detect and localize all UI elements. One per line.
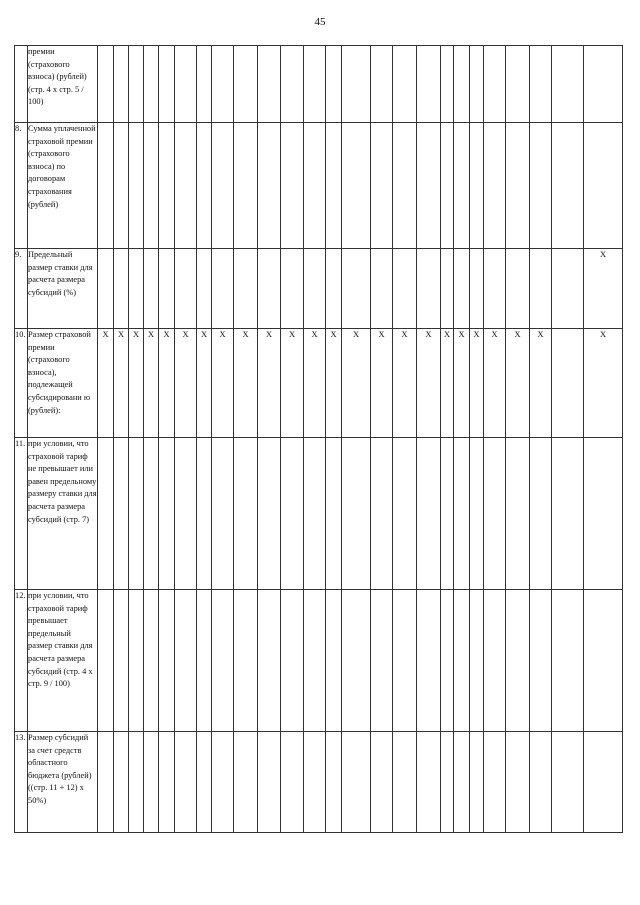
- empty-cell: [417, 438, 441, 590]
- empty-cell: [175, 249, 197, 329]
- empty-cell: [484, 123, 506, 249]
- empty-cell: [371, 590, 393, 732]
- empty-cell: [234, 46, 258, 123]
- x-mark-cell: X: [454, 329, 470, 438]
- empty-cell: [98, 590, 114, 732]
- empty-cell: [144, 732, 159, 833]
- x-mark-cell: X: [129, 329, 144, 438]
- empty-cell: [552, 732, 584, 833]
- empty-cell: [530, 438, 552, 590]
- x-mark-cell: X: [212, 329, 234, 438]
- empty-cell: [552, 46, 584, 123]
- empty-cell: [281, 46, 304, 123]
- x-mark-cell: X: [234, 329, 258, 438]
- empty-cell: [441, 438, 454, 590]
- empty-cell: [197, 249, 212, 329]
- row-number: 10.: [15, 329, 28, 438]
- empty-cell: [281, 438, 304, 590]
- x-mark-cell: X: [175, 329, 197, 438]
- empty-cell: [212, 249, 234, 329]
- empty-cell: [417, 249, 441, 329]
- empty-cell: [393, 590, 417, 732]
- empty-cell: [129, 123, 144, 249]
- empty-cell: [484, 249, 506, 329]
- empty-cell: [326, 590, 342, 732]
- empty-cell: [129, 732, 144, 833]
- empty-cell: [441, 123, 454, 249]
- table-row: [15, 249, 623, 329]
- empty-cell: [530, 732, 552, 833]
- empty-cell: [484, 732, 506, 833]
- empty-cell: [371, 46, 393, 123]
- empty-cell: [144, 123, 159, 249]
- empty-cell: [304, 590, 326, 732]
- empty-cell: [212, 732, 234, 833]
- empty-cell: [234, 123, 258, 249]
- empty-cell: [212, 46, 234, 123]
- x-mark-cell: X: [281, 329, 304, 438]
- row-number: 11.: [15, 438, 28, 590]
- empty-cell: [114, 123, 129, 249]
- x-mark-cell: X: [470, 329, 484, 438]
- row-label: при условии, что страховой тариф превышает предельный размер ставки для расчета размера субсидий (стр. 4 х стр. 9 / 100): [28, 590, 98, 732]
- empty-cell: [326, 732, 342, 833]
- empty-cell: [393, 438, 417, 590]
- empty-cell: [417, 732, 441, 833]
- empty-cell: [484, 46, 506, 123]
- empty-cell: [506, 732, 530, 833]
- empty-cell: [584, 438, 623, 590]
- empty-cell: [212, 123, 234, 249]
- empty-cell: [326, 123, 342, 249]
- empty-cell: [129, 46, 144, 123]
- empty-cell: [342, 438, 371, 590]
- empty-cell: [234, 732, 258, 833]
- empty-cell: [342, 732, 371, 833]
- empty-cell: [129, 438, 144, 590]
- row-number: [15, 46, 28, 123]
- empty-cell: [234, 249, 258, 329]
- empty-cell: [470, 123, 484, 249]
- empty-cell: [159, 249, 175, 329]
- empty-cell: [584, 46, 623, 123]
- empty-cell: [144, 590, 159, 732]
- empty-cell: [98, 46, 114, 123]
- empty-cell: [371, 438, 393, 590]
- empty-cell: [258, 123, 281, 249]
- empty-cell: [342, 46, 371, 123]
- table-row: [15, 123, 623, 249]
- empty-cell: [470, 438, 484, 590]
- empty-cell: [326, 249, 342, 329]
- empty-cell: [441, 46, 454, 123]
- x-mark-cell: X: [326, 329, 342, 438]
- x-mark-cell: X: [530, 329, 552, 438]
- empty-cell: [98, 438, 114, 590]
- x-mark-cell: X: [441, 329, 454, 438]
- empty-cell: [129, 249, 144, 329]
- x-mark-cell: X: [342, 329, 371, 438]
- empty-cell: [144, 46, 159, 123]
- empty-cell: [371, 249, 393, 329]
- empty-cell: [304, 46, 326, 123]
- x-mark-cell: X: [159, 329, 175, 438]
- empty-cell: [484, 438, 506, 590]
- empty-cell: [584, 123, 623, 249]
- empty-cell: [454, 46, 470, 123]
- empty-cell: [454, 249, 470, 329]
- empty-cell: [470, 590, 484, 732]
- empty-cell: [212, 438, 234, 590]
- empty-cell: [484, 590, 506, 732]
- table-row: [15, 732, 623, 833]
- empty-cell: [441, 590, 454, 732]
- empty-cell: [159, 732, 175, 833]
- empty-cell: [393, 46, 417, 123]
- empty-cell: [159, 438, 175, 590]
- empty-cell: [342, 590, 371, 732]
- row-label: Размер субсидий за счет средств областного бюджета (рублей) ((стр. 11 + 12) х 50%): [28, 732, 98, 833]
- empty-cell: [197, 438, 212, 590]
- empty-cell: [371, 123, 393, 249]
- row-label: при условии, что страховой тариф не превышает или равен предельному размеру ставки для расчета размера субсидий (стр. 7): [28, 438, 98, 590]
- empty-cell: [258, 438, 281, 590]
- empty-cell: [530, 590, 552, 732]
- empty-cell: [281, 249, 304, 329]
- empty-cell: [159, 46, 175, 123]
- empty-cell: [197, 732, 212, 833]
- empty-cell: [393, 249, 417, 329]
- x-mark-cell: X: [98, 329, 114, 438]
- x-mark-cell: X: [304, 329, 326, 438]
- empty-cell: [175, 46, 197, 123]
- table-row: [15, 438, 623, 590]
- empty-cell: [304, 249, 326, 329]
- empty-cell: [371, 732, 393, 833]
- table-row: [15, 329, 623, 438]
- row-number: 9.: [15, 249, 28, 329]
- empty-cell: [175, 732, 197, 833]
- empty-cell: [441, 732, 454, 833]
- x-mark-cell: X: [371, 329, 393, 438]
- empty-cell: [258, 46, 281, 123]
- empty-cell: [144, 249, 159, 329]
- empty-cell: [144, 438, 159, 590]
- empty-cell: [506, 438, 530, 590]
- empty-cell: [175, 123, 197, 249]
- empty-cell: [159, 123, 175, 249]
- empty-cell: [470, 732, 484, 833]
- table-row: [15, 46, 623, 123]
- empty-cell: [441, 249, 454, 329]
- x-mark-cell: X: [197, 329, 212, 438]
- row-number: 12.: [15, 590, 28, 732]
- table-row: [15, 590, 623, 732]
- empty-cell: [552, 249, 584, 329]
- empty-cell: [197, 123, 212, 249]
- empty-cell: [393, 732, 417, 833]
- x-mark-cell: X: [584, 329, 623, 438]
- row-label: премии (страхового взноса) (рублей) (стр. 4 х стр. 5 / 100): [28, 46, 98, 123]
- empty-cell: [212, 590, 234, 732]
- empty-cell: [530, 46, 552, 123]
- x-mark-cell: X: [258, 329, 281, 438]
- empty-cell: [304, 438, 326, 590]
- empty-cell: [552, 329, 584, 438]
- x-mark-cell: X: [506, 329, 530, 438]
- empty-cell: [454, 123, 470, 249]
- empty-cell: [342, 123, 371, 249]
- empty-cell: [114, 249, 129, 329]
- empty-cell: [304, 732, 326, 833]
- empty-cell: [470, 249, 484, 329]
- empty-cell: [281, 123, 304, 249]
- row-number: 13.: [15, 732, 28, 833]
- empty-cell: [98, 732, 114, 833]
- empty-cell: [281, 590, 304, 732]
- empty-cell: [506, 249, 530, 329]
- empty-cell: [98, 123, 114, 249]
- empty-cell: [114, 732, 129, 833]
- empty-cell: [530, 249, 552, 329]
- empty-cell: [159, 590, 175, 732]
- x-mark-cell: X: [584, 249, 623, 329]
- x-mark-cell: X: [417, 329, 441, 438]
- empty-cell: [454, 732, 470, 833]
- x-mark-cell: X: [484, 329, 506, 438]
- empty-cell: [584, 732, 623, 833]
- empty-cell: [258, 732, 281, 833]
- empty-cell: [175, 438, 197, 590]
- row-label: Сумма уплаченной страховой премии (страхового взноса) по договорам страхования (рублей): [28, 123, 98, 249]
- empty-cell: [393, 123, 417, 249]
- empty-cell: [506, 46, 530, 123]
- empty-cell: [197, 46, 212, 123]
- empty-cell: [506, 123, 530, 249]
- empty-cell: [454, 590, 470, 732]
- x-mark-cell: X: [393, 329, 417, 438]
- empty-cell: [281, 732, 304, 833]
- empty-cell: [584, 590, 623, 732]
- empty-cell: [342, 249, 371, 329]
- empty-cell: [454, 438, 470, 590]
- empty-cell: [114, 438, 129, 590]
- empty-cell: [129, 590, 144, 732]
- empty-cell: [175, 590, 197, 732]
- empty-cell: [258, 249, 281, 329]
- row-label: Предельный размер ставки для расчета размера субсидий (%): [28, 249, 98, 329]
- x-mark-cell: X: [144, 329, 159, 438]
- row-label: Размер страховой премии (страхового взноса), подлежащей субсидировани ю (рублей):: [28, 329, 98, 438]
- empty-cell: [530, 123, 552, 249]
- empty-cell: [326, 46, 342, 123]
- empty-cell: [114, 46, 129, 123]
- empty-cell: [114, 590, 129, 732]
- empty-cell: [506, 590, 530, 732]
- empty-cell: [470, 46, 484, 123]
- empty-cell: [552, 438, 584, 590]
- subsidy-calculation-table: [14, 45, 623, 833]
- empty-cell: [234, 438, 258, 590]
- empty-cell: [417, 590, 441, 732]
- empty-cell: [417, 46, 441, 123]
- empty-cell: [552, 590, 584, 732]
- empty-cell: [552, 123, 584, 249]
- page-number: 45: [314, 16, 326, 28]
- empty-cell: [258, 590, 281, 732]
- empty-cell: [304, 123, 326, 249]
- row-number: 8.: [15, 123, 28, 249]
- empty-cell: [326, 438, 342, 590]
- empty-cell: [417, 123, 441, 249]
- empty-cell: [98, 249, 114, 329]
- empty-cell: [234, 590, 258, 732]
- x-mark-cell: X: [114, 329, 129, 438]
- empty-cell: [197, 590, 212, 732]
